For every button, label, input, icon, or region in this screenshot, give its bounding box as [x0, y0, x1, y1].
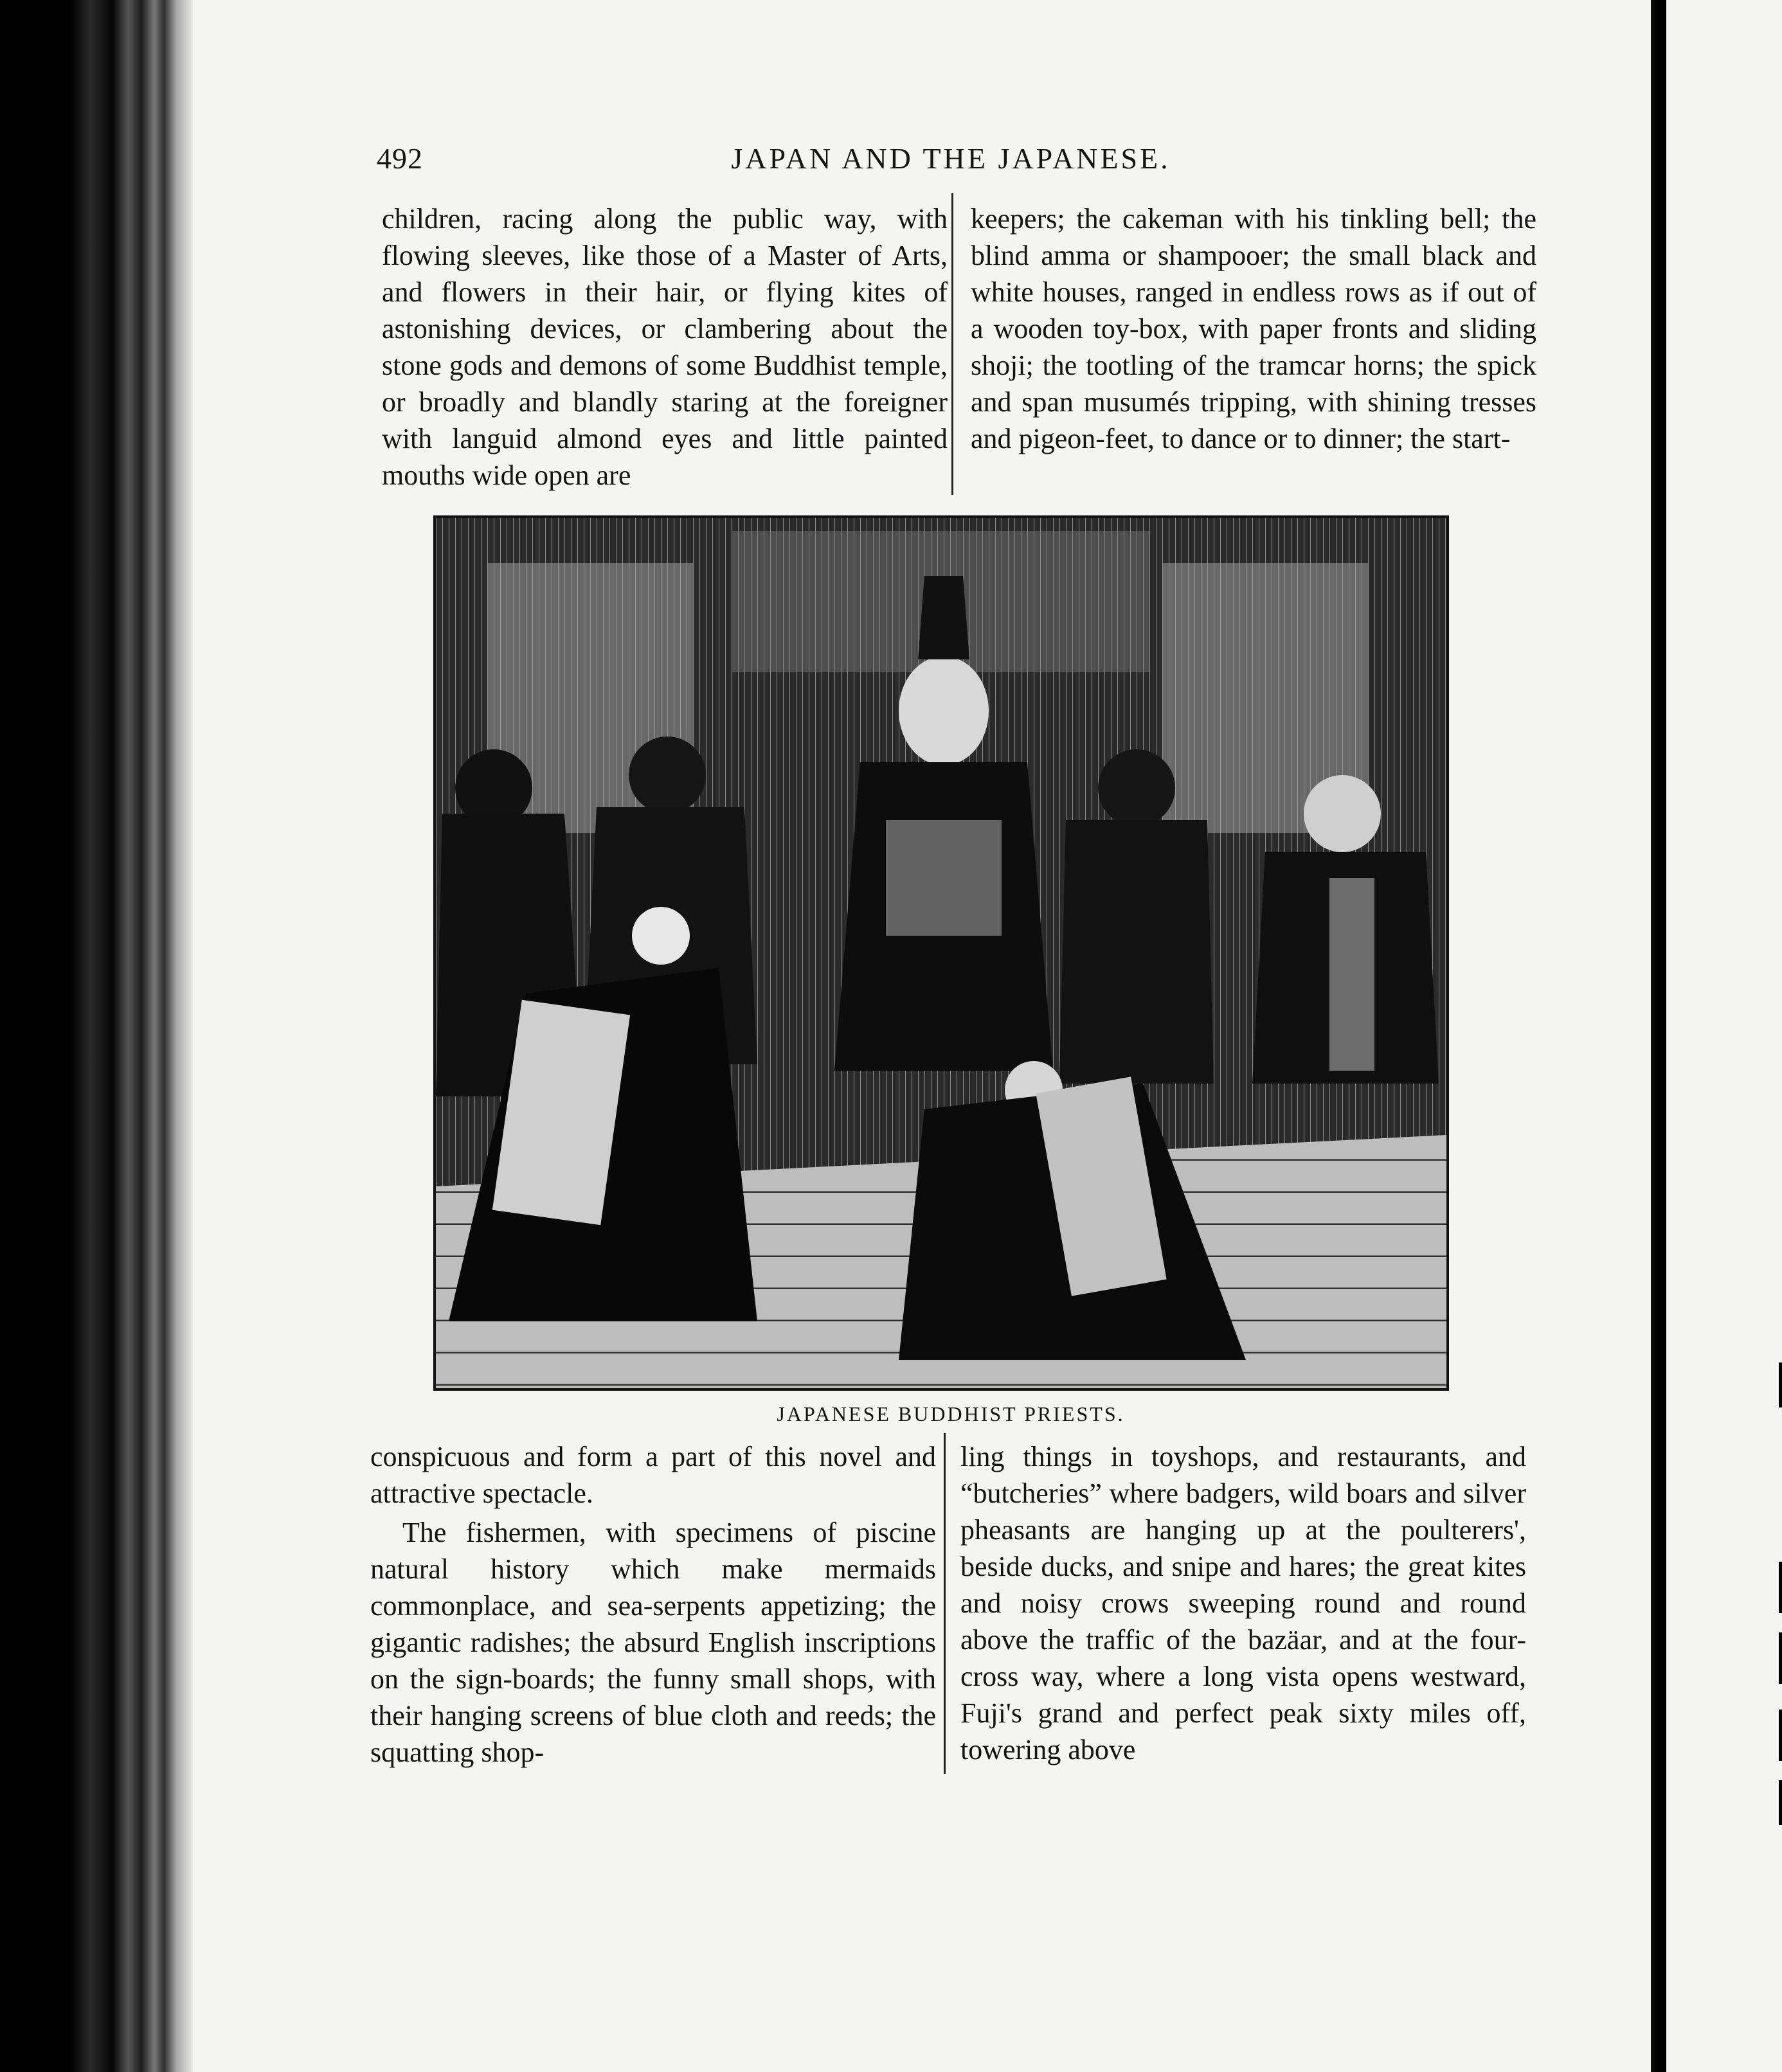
- bottom-left-para-2: The fishermen, with specimens of piscine natural history which make mermaids commonplace, and sea-serpents appetizing; the gigantic radishes; the absurd English inscriptions on the sign-boards; the funny small shops, with their hanging screens of blue cloth and reeds; the squatting shop-: [370, 1517, 936, 1768]
- top-right-text: keepers; the cakeman with his tinkling bell; the blind amma or shampooer; the small black and white houses, ranged in endless rows as if out of a wooden toy-box, with paper fronts and sliding shoji; the tootling of the tramcar horns; the spick and span musumés tripping, with shining tresses and pigeon-feet, to dance or to dinner; the start-: [971, 203, 1536, 454]
- column-rule-top: [951, 193, 953, 495]
- running-title: JAPAN AND THE JAPANESE.: [731, 142, 1171, 175]
- priests-engraving: [436, 518, 1446, 1388]
- book-spine: [0, 0, 193, 2072]
- bottom-right-column: [960, 1438, 1526, 1768]
- page-header: [377, 141, 1525, 186]
- top-right-column: [971, 201, 1536, 457]
- illustration-caption: JAPANESE BUDDHIST PRIESTS.: [777, 1402, 1125, 1425]
- top-left-text: children, racing along the public way, with flowing sleeves, like those of a Master of Arts, and flowers in their hair, or flying kites of astonishing devices, or clambering about the stone gods and demons of some Buddhist temple, or broadly and blandly staring at the foreigner with languid almond eyes and little painted mouths wide open are: [382, 203, 948, 491]
- next-page-strip: [1664, 0, 1782, 2072]
- column-rule-bottom: [944, 1433, 946, 1774]
- page-number: 492: [377, 142, 423, 175]
- next-page-edge: [1651, 0, 1782, 2072]
- bottom-left-column: [370, 1438, 936, 1771]
- top-left-column: [382, 201, 948, 494]
- bottom-left-para-1: conspicuous and form a part of this novel and attractive spectacle.: [370, 1441, 936, 1509]
- engraving-illustration: [433, 515, 1449, 1391]
- bottom-right-text: ling things in toyshops, and restaurants, and “butcheries” where badgers, wild boars and silver pheasants are hanging up at the poulterers', beside ducks, and snipe and hares; the great kites and noisy crows sweeping round and round above the traffic of the bazäar, and at the four-cross way, where a long vista opens westward, Fuji's grand and perfect peak sixty miles off, towering above: [960, 1441, 1526, 1765]
